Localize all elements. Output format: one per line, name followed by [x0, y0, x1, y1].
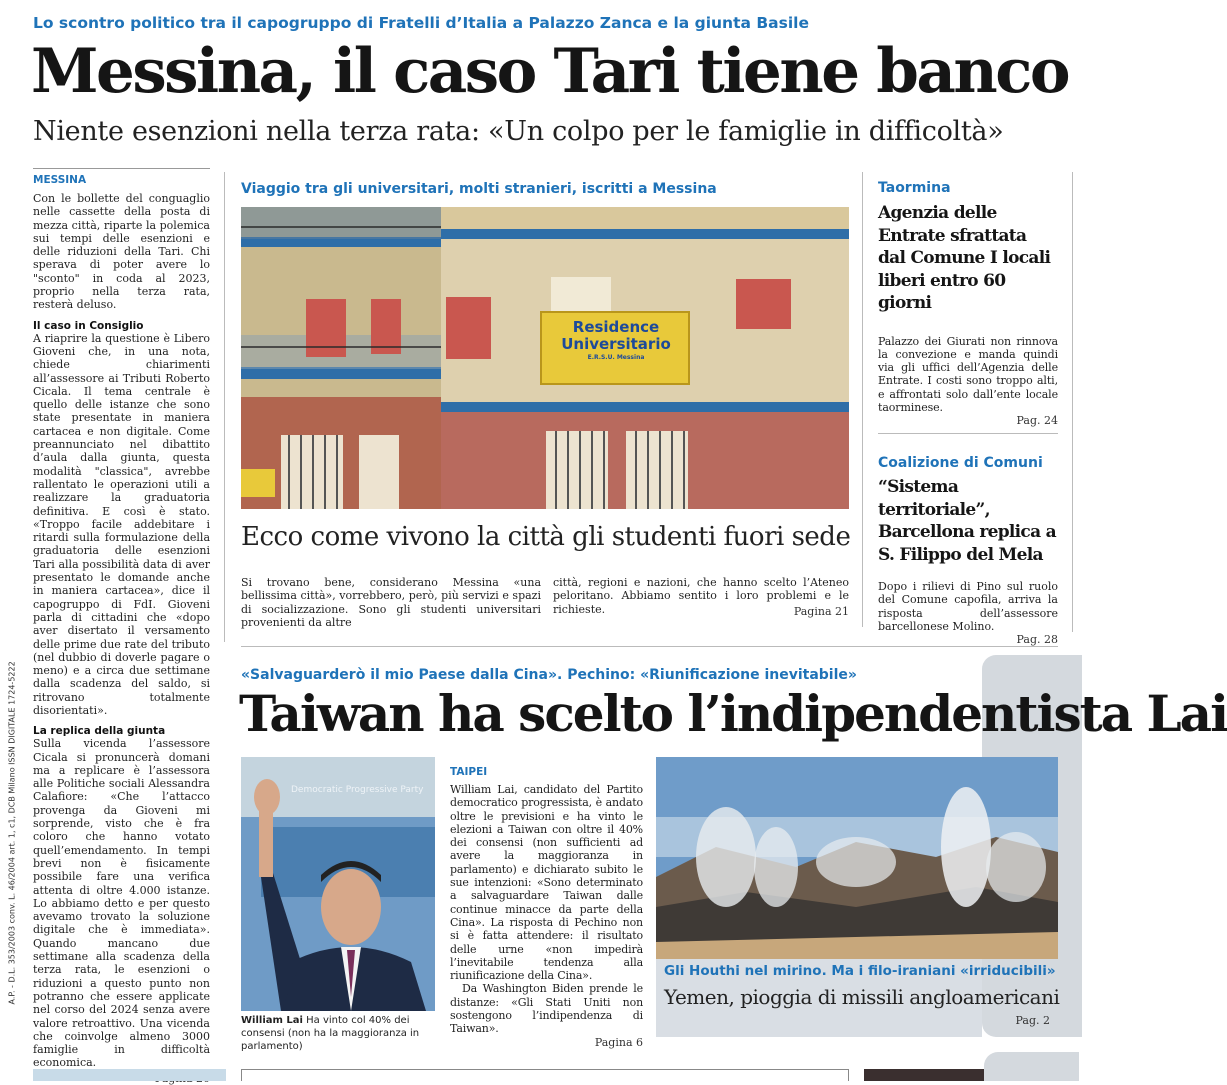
residence-photo[interactable] [241, 207, 849, 509]
building-illustration [241, 207, 849, 509]
page-reference[interactable]: Pag. 28 [1016, 633, 1058, 647]
article-body: A riaprire la questione è Libero Gioveni che, in una nota, chiede chiarimenti all’assessore ai Tributi Roberto Cicala. Il tema centrale è quello delle istanze che sono state presentate in maniera cartacea e non digitale. Come preannunciato nel dibattito d’aula dalla giunta, questa modalità "classica", avrebbe rallentato le operazioni utili a realizzare la graduatoria definitiva. E così è stato. «Troppo facile addebitare i ritardi sulla formulazione della graduatoria delle esenzioni Tari alla possibilità data di aver presentato le domande anche in maniera cartacea», dice il capogruppo di FdI. Gioveni parla di cittadini che «dopo aver disertato il versamento delle prime due rate del tributo (nel dubbio di doverle pagare o meno) e a circa due settimane dalla scadenza del saldo, si ritrovano totalmente disorientati». [33, 331, 210, 717]
page-reference[interactable]: Pagina 21 [793, 605, 849, 618]
taiwan-article[interactable] [450, 766, 643, 1049]
article-body: città, regioni e nazioni, che hanno scelto l’Ateneo peloritano. Abbiamo sentito i loro problemi e le richieste. [553, 576, 849, 616]
article-body: Palazzo dei Giurati non rinnova la convezione e manda quindi via gli uffici dell’Agenzia delle Entrate. I costi sono troppo alti, e affrontati solo dall’ente locale taorminese. [878, 334, 1058, 414]
sign-text: Residence Universitario E.R.S.U. Messina [561, 318, 671, 361]
left-article[interactable] [33, 174, 210, 1085]
article-body: Da Washington Biden prende le distanze: «Gli Stati Uniti non sostengono l’indipendenza di Taiwan». [450, 982, 643, 1036]
portrait-illustration [241, 757, 435, 1011]
yemen-photo[interactable] [656, 757, 1058, 959]
column-divider [224, 172, 225, 642]
subhead: La replica della giunta [33, 725, 166, 738]
article-body: Dopo i rilievi di Pino sul ruolo del Comune capofila, arriva la risposta dell’assessore barcellonese Molino. [878, 580, 1058, 633]
lai-photo[interactable] [241, 757, 435, 1011]
column-divider [862, 172, 863, 627]
taiwan-headline[interactable]: Taiwan ha scelto l’indipendentista Lai [239, 684, 1227, 743]
side-panel [984, 1052, 1079, 1081]
main-headline[interactable]: Messina, il caso Tari tiene banco [31, 36, 1069, 107]
bottom-bar [33, 1069, 226, 1081]
subhead: Il caso in Consiglio [33, 319, 144, 332]
section-label: Coalizione di Comuni [878, 455, 1043, 471]
page-reference[interactable]: Pag. 24 [1016, 414, 1058, 428]
page-reference[interactable]: Pagina 6 [594, 1035, 643, 1049]
divider [878, 433, 1058, 434]
divider [241, 646, 1058, 647]
article-headline[interactable]: Agenzia delle Entrate sfrattata dal Comune I locali liberi entro 60 giorni [878, 203, 1051, 313]
section-label: MESSINA [33, 174, 87, 186]
bottom-box [241, 1069, 849, 1081]
article-headline[interactable]: “Sistema territoriale”, Barcellona replica a S. Filippo del Mela [878, 477, 1056, 565]
page-reference[interactable]: Pag. 2 [1015, 1014, 1050, 1027]
yemen-headline[interactable]: Yemen, pioggia di missili angloamericani [664, 985, 1060, 1009]
article-body: Sulla vicenda l’assessore Cicala si pronuncerà domani ma a replicare è l’assessora alle Politiche sociali Alessandra Calafiore: «Che l’attacco provenga da Gioveni mi sorprende, visto che è fra coloro che hanno votato quell’emendamento. In tempi brevi non è fisicamente possibile fare una verifica attenta di oltre 4.000 istanze. Lo abbiamo detto e per questo avevamo trovato la soluzione digitale che è immediata». Quando mancano due settimane alla scadenza della terza rata, le esenzioni o riduzioni a questo punto non potranno che essere applicate nel corso del 2024 senza avere valore retroattivo. Una vicenda che coinvolge almeno 3000 famiglie in difficoltà economica. [33, 737, 210, 1070]
taiwan-kicker: «Salvaguarderò il mio Paese dalla Cina». Pechino: «Riunificazione inevitabile» [241, 667, 857, 683]
center-kicker: Viaggio tra gli universitari, molti stranieri, iscritti a Messina [241, 181, 717, 197]
coalizione-article[interactable] [878, 455, 1058, 646]
article-body: William Lai, candidato del Partito democratico progressista, è andato oltre le previsioni e ha vinto le elezioni a Taiwan con oltre il 40% dei consensi (non sufficienti ad avere la maggioranza in parlamento) e dichiarato subito le sue intenzioni: «Sono determinato a salvaguardare Taiwan dalle continue minacce da parte della Cina». La risposta di Pechino non si è fatta attendere: il risultato delle urne «non impedirà l’inevitabile tendenza alla riunificazione della Cina». [450, 783, 643, 983]
photo-caption: William Lai Ha vinto col 40% dei consensi (non ha la maggioranza in parlamento) [241, 1015, 420, 1052]
section-label: TAIPEI [450, 766, 488, 778]
bottom-box [864, 1069, 984, 1081]
main-subheadline: Niente esenzioni nella terza rata: «Un colpo per le famiglie in difficoltà» [33, 116, 1004, 147]
top-kicker: Lo scontro politico tra il capogruppo di Fratelli d’Italia a Palazzo Zanca e la giunta Basile [33, 14, 809, 32]
center-headline[interactable]: Ecco come vivono la città gli studenti fuori sede [241, 522, 851, 552]
section-label: Taormina [878, 180, 951, 196]
taormina-article[interactable] [878, 180, 1058, 427]
article-body: Si trovano bene, considerano Messina «una bellissima città», vorrebbero, però, più servizi e spazi di socializzazione. Sono gli studenti universitari provenienti da altre [241, 576, 541, 629]
landscape-illustration [656, 757, 1058, 959]
article-intro: Con le bollette del conguaglio nelle cassette della posta di mezza città, riparte la polemica sui tempi delle esenzioni e delle riduzioni della Tari. Chi sperava di poter avere lo "sconto" in coda al 2023, proprio nella terza rata, resterà deluso. [33, 192, 210, 312]
column-divider [1072, 172, 1073, 632]
divider [33, 168, 210, 169]
banner-text: Democratic Progressive Party [291, 785, 424, 795]
yemen-kicker: Gli Houthi nel mirino. Ma i filo-iraniani «irriducibili» [664, 963, 1056, 979]
postal-imprint: A.P. - D.L. 353/2003 conv. L. 46/2004 art. 1, c1, DCB Milano ISSN DIGITALE 1724-5222 [7, 661, 17, 1005]
